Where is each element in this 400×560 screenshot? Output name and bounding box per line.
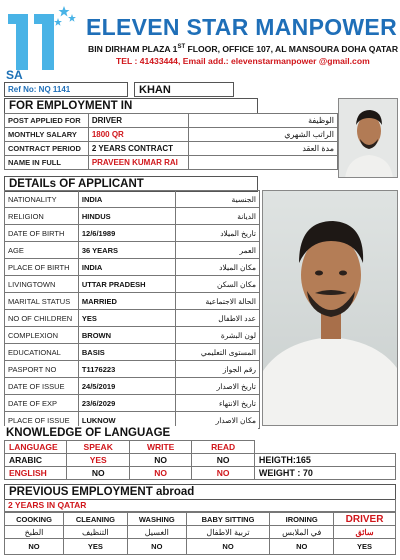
applicant-title: DETAILs OF APPLICANT <box>4 176 258 192</box>
field-arabic-label <box>188 156 337 170</box>
field-value: 23/6/2029 <box>78 395 176 412</box>
skill-value: NO <box>186 539 269 555</box>
read-value: NO <box>192 454 254 467</box>
field-label: EDUCATIONAL <box>5 344 79 361</box>
field-arabic-label: الوظيفة <box>188 114 337 128</box>
employment-title: FOR EMPLOYMENT IN <box>4 98 258 114</box>
field-arabic-label: مدة العقد <box>188 142 337 156</box>
read-value: NO <box>192 467 254 480</box>
field-label: NATIONALITY <box>5 191 79 208</box>
language-row <box>5 467 396 480</box>
field-value: INDIA <box>78 259 176 276</box>
field-arabic-label: الحالة الاجتماعية <box>176 293 260 310</box>
field-value: 24/5/2019 <box>78 378 176 395</box>
language-spacer <box>254 441 395 454</box>
field-label: DATE OF BIRTH <box>5 225 79 242</box>
skill-name: BABY SITTING <box>186 513 269 526</box>
field-label: DATE OF ISSUE <box>5 378 79 395</box>
applicant-photo-small <box>338 98 398 178</box>
skills-english-row <box>5 513 396 526</box>
employment-row <box>5 142 338 156</box>
field-label: PLACE OF BIRTH <box>5 259 79 276</box>
language-title: KNOWLEDGE OF LANGUAGE <box>4 426 258 440</box>
write-value: NO <box>129 454 191 467</box>
field-value: PRAVEEN KUMAR RAI <box>88 156 188 170</box>
field-arabic-label: المستوى التعليمي <box>176 344 260 361</box>
applicant-table <box>4 190 260 429</box>
language-header: WRITE <box>129 441 191 454</box>
field-label: MONTHLY SALARY <box>5 128 89 142</box>
employment-table <box>4 113 338 170</box>
company-address: BIN DIRHAM PLAZA 1ST FLOOR, OFFICE 107, AL MANSOURA DOHA QATAR <box>88 44 399 54</box>
skill-arabic-name: تربية الاطفال <box>186 526 269 539</box>
applicant-row <box>5 310 260 327</box>
field-arabic-label: الديانة <box>176 208 260 225</box>
field-arabic-label: الراتب الشهري <box>188 128 337 142</box>
previous-title: PREVIOUS EMPLOYMENT abroad <box>4 484 396 500</box>
skills-value-row <box>5 539 396 555</box>
previous-subtitle: 2 YEARS IN QATAR <box>4 499 396 512</box>
field-label: DATE OF EXP <box>5 395 79 412</box>
field-label: CONTRACT PERIOD <box>5 142 89 156</box>
field-value: 12/6/1989 <box>78 225 176 242</box>
field-value: 2 YEARS CONTRACT <box>88 142 188 156</box>
field-label: NO OF CHILDREN <box>5 310 79 327</box>
field-arabic-label: تاريخ الانتهاء <box>176 395 260 412</box>
field-value: UTTAR PRADESH <box>78 276 176 293</box>
field-arabic-label: الجنسية <box>176 191 260 208</box>
body-measure: WEIGHT : 70 <box>254 467 395 480</box>
company-contact: TEL : 41433444, Email add.: elevenstarmanpower @gmail.com <box>116 56 370 66</box>
applicant-row <box>5 276 260 293</box>
skill-arabic-name: الطبخ <box>5 526 64 539</box>
language-name: ENGLISH <box>5 467 67 480</box>
employment-row <box>5 128 338 142</box>
language-table <box>4 440 396 480</box>
skill-name: IRONING <box>270 513 334 526</box>
field-value: DRIVER <box>88 114 188 128</box>
language-row <box>5 454 396 467</box>
applicant-row <box>5 225 260 242</box>
applicant-row <box>5 242 260 259</box>
field-value: MARRIED <box>78 293 176 310</box>
field-label: NAME IN FULL <box>5 156 89 170</box>
applicant-row <box>5 395 260 412</box>
applicant-photo-large <box>262 190 398 426</box>
field-value: BROWN <box>78 327 176 344</box>
applicant-row <box>5 191 260 208</box>
field-arabic-label: لون البشرة <box>176 327 260 344</box>
field-value: 36 YEARS <box>78 242 176 259</box>
field-arabic-label: تاريخ الاصدار <box>176 378 260 395</box>
field-label: RELIGION <box>5 208 79 225</box>
employment-row <box>5 114 338 128</box>
applicant-row <box>5 259 260 276</box>
ref-number: Ref No: NQ 1141 <box>4 82 128 97</box>
field-label: AGE <box>5 242 79 259</box>
skill-name: DRIVER <box>334 513 396 526</box>
field-label: LIVINGTOWN <box>5 276 79 293</box>
field-label: MARITAL STATUS <box>5 293 79 310</box>
skill-value: NO <box>127 539 186 555</box>
skills-table <box>4 512 396 555</box>
speak-value: NO <box>67 467 129 480</box>
person-portrait-icon <box>339 99 398 178</box>
surname: KHAN <box>134 82 234 97</box>
field-label: COMPLEXION <box>5 327 79 344</box>
applicant-row <box>5 344 260 361</box>
language-header: SPEAK <box>67 441 129 454</box>
field-value: HINDUS <box>78 208 176 225</box>
field-label: PLACE OF ISSUE <box>5 412 79 429</box>
applicant-row <box>5 378 260 395</box>
write-value: NO <box>129 467 191 480</box>
language-header-row <box>5 441 396 454</box>
field-value: 1800 QR <box>88 128 188 142</box>
skill-value: YES <box>64 539 128 555</box>
field-value: BASIS <box>78 344 176 361</box>
body-measure: HEIGTH:165 <box>254 454 395 467</box>
skill-arabic-name: التنظيف <box>64 526 128 539</box>
field-value: T1176223 <box>78 361 176 378</box>
field-arabic-label: عدد الاطفال <box>176 310 260 327</box>
applicant-row <box>5 327 260 344</box>
applicant-row <box>5 208 260 225</box>
field-arabic-label: رقم الجواز <box>176 361 260 378</box>
field-arabic-label: مكان الميلاد <box>176 259 260 276</box>
logo-sa: SA <box>6 68 23 82</box>
field-arabic-label: مكان الاصدار <box>176 412 260 429</box>
skill-name: WASHING <box>127 513 186 526</box>
language-name: ARABIC <box>5 454 67 467</box>
field-arabic-label: العمر <box>176 242 260 259</box>
applicant-row <box>5 293 260 310</box>
field-label: POST APPLIED FOR <box>5 114 89 128</box>
language-header: READ <box>192 441 254 454</box>
field-value: LUKNOW <box>78 412 176 429</box>
field-arabic-label: تاريخ الميلاد <box>176 225 260 242</box>
applicant-row <box>5 361 260 378</box>
employment-row <box>5 156 338 170</box>
skill-arabic-name: الغسيل <box>127 526 186 539</box>
speak-value: YES <box>67 454 129 467</box>
field-label: PASPORT NO <box>5 361 79 378</box>
skills-arabic-row <box>5 526 396 539</box>
skill-name: COOKING <box>5 513 64 526</box>
field-arabic-label: مكان السكن <box>176 276 260 293</box>
field-value: YES <box>78 310 176 327</box>
skill-arabic-name: في الملابس <box>270 526 334 539</box>
skill-arabic-name: سائق <box>334 526 396 539</box>
language-header: LANGUAGE <box>5 441 67 454</box>
skill-name: CLEANING <box>64 513 128 526</box>
person-portrait-icon <box>263 191 398 426</box>
company-name: ELEVEN STAR MANPOWER <box>86 14 397 40</box>
skill-value: NO <box>270 539 334 555</box>
skill-value: NO <box>5 539 64 555</box>
field-value: INDIA <box>78 191 176 208</box>
skill-value: YES <box>334 539 396 555</box>
